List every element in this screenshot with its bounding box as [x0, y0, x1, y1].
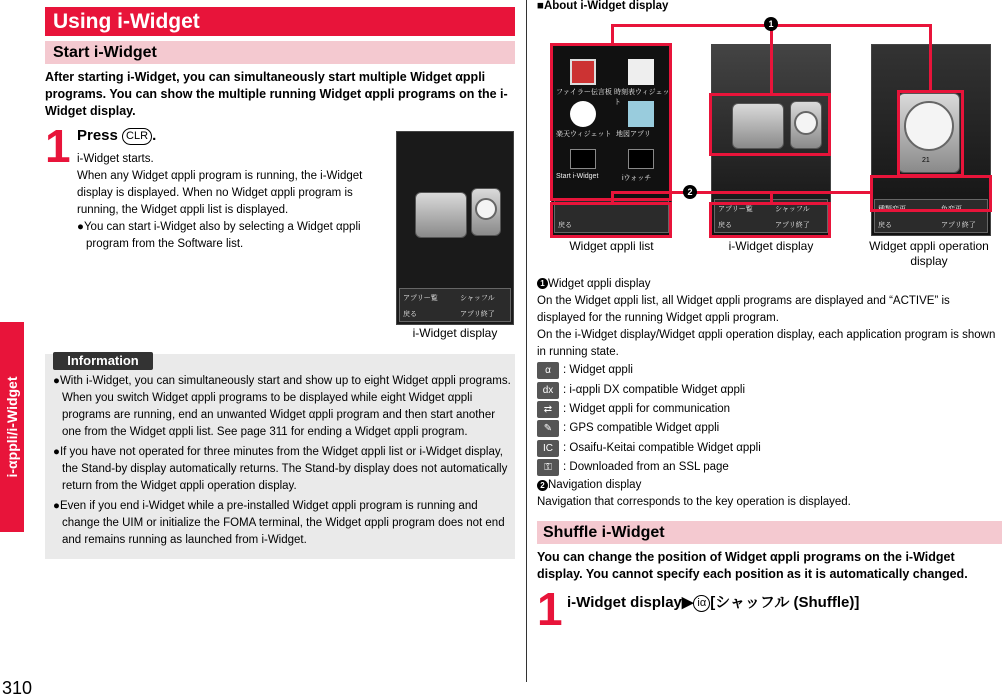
desc-item-title [537, 477, 1000, 494]
app-label: 地図アプリ [616, 131, 651, 138]
osaifu-icon: IC [537, 440, 559, 457]
connector-line [929, 24, 932, 91]
shuffle-step-title [567, 591, 859, 612]
icon-legend-row [537, 361, 1000, 380]
nav-label: 色変更 [941, 206, 962, 213]
information-item: ●If you have not operated for three minutes from the Widget αppli list or i-Widget display, the Stand-by display automatically returns. The Stand-by display does not automatically return from the Widget αppli operation display. [53, 446, 508, 492]
app-label: Start i-Widget [556, 173, 599, 180]
information-body [53, 373, 511, 552]
information-item: ●With i-Widget, you can simultaneously start and show up to eight Widget αppli programs. When you switch Widget αppli programs to be displayed while eight Widget αppli programs are running, end an unwanted Widget αppli program and then start another one from the Widget αppli list. See page 311 for ending a Widget αppli program. [53, 375, 511, 438]
nav-label: シャッフル [775, 206, 810, 213]
icon-legend-text: : Osaifu-Keitai compatible Widget αppli [563, 441, 761, 454]
intro-paragraph: After starting i-Widget, you can simultaneously start multiple Widget αppli programs. You can show the multiple running Widget αppli programs on the i-Widget display. [45, 70, 508, 118]
phone-caption [858, 239, 1000, 269]
app-label: 時刻表ウィジェット [614, 89, 670, 106]
communication-icon: ⇄ [537, 401, 559, 418]
nav-label: アプリー覧 [718, 206, 753, 213]
clock-icon [475, 198, 497, 220]
display-description [537, 276, 1000, 511]
subsection-title: Start i-Widget [45, 41, 515, 64]
desc-title: Navigation display [548, 479, 642, 492]
icon-legend-row [537, 439, 1000, 458]
information-label: Information [53, 352, 153, 370]
caption-line: display [910, 254, 948, 268]
nav-label: アプリー覧 [403, 295, 438, 302]
nav-label: 戻る [878, 222, 892, 229]
desc-paragraph: On the Widget αppli list, all Widget αppli programs are displayed and “ACTIVE” is displayed for the running Widget αppli program. [537, 295, 950, 324]
step-title-suffix: . [152, 127, 157, 144]
step-line: i-Widget starts. [77, 153, 154, 165]
nav-label: 戻る [403, 311, 417, 318]
step-title-prefix: i-Widget display▶ [567, 594, 694, 611]
highlight-frame-navigation [550, 202, 672, 238]
section-title: Using i-Widget [45, 7, 515, 36]
icon-legend-text: : Downloaded from an SSL page [563, 461, 729, 474]
clr-key-icon: CLR [122, 128, 152, 145]
nav-label: 種類変更 [878, 206, 906, 213]
nav-label: 戻る [558, 222, 572, 229]
navigation-strip [399, 288, 511, 322]
desc-paragraph: Navigation that corresponds to the key operation is displayed. [537, 496, 851, 509]
highlight-frame-widget-area [709, 93, 831, 156]
icon-legend-row [537, 458, 1000, 477]
connector-line [611, 24, 614, 44]
highlight-frame-navigation [870, 175, 992, 212]
highlight-frame-navigation [709, 202, 831, 238]
app-label: iウォッチ [622, 175, 652, 182]
step-title-suffix: [シャッフル (Shuffle)] [710, 594, 860, 611]
gps-icon: ✎ [537, 420, 559, 437]
i-appli-key-icon: iα [693, 595, 710, 612]
step-bullet: ●You can start i-Widget also by selecting a Widget αppli program from the Software list. [77, 221, 361, 250]
callout-badge-1: 1 [764, 17, 778, 31]
connector-line [611, 191, 614, 203]
information-box [45, 354, 515, 559]
icon-legend-text: : i-αppli DX compatible Widget αppli [563, 383, 746, 396]
phone-screen-i-widget [396, 131, 514, 325]
clock-date-label: 21 [922, 157, 930, 164]
connector-line [611, 191, 871, 194]
step-line: When any Widget αppli program is running, the i-Widget display is displayed. When no Widget αppli program is running, the Widget αppli list is displayed. [77, 170, 363, 216]
nav-label: シャッフル [460, 295, 495, 302]
callout-badge-2: 2 [683, 185, 697, 199]
nav-label: アプリ終了 [941, 222, 976, 229]
step-number: 1 [537, 583, 563, 635]
page-number: 310 [2, 678, 33, 698]
connector-line [770, 24, 773, 94]
connector-line [770, 191, 773, 203]
caption-line: Widget αppli operation [869, 239, 989, 253]
desc-item-title [537, 276, 1000, 293]
phone-caption: i-Widget display [412, 326, 498, 340]
ssl-icon: ⚿ [537, 459, 559, 476]
app-label: ファイラー伝言板 [556, 89, 612, 96]
step-body [77, 151, 377, 253]
column-divider [526, 0, 527, 682]
icon-legend-row [537, 419, 1000, 438]
app-label: 楽天ウィジェット [556, 131, 612, 138]
highlight-frame-widget-area [550, 43, 672, 201]
shuffle-intro: You can change the position of Widget αppli programs on the i-Widget display. You cannot specify each position as it is automatically changed. [537, 550, 968, 581]
icon-legend-row [537, 400, 1000, 419]
information-item: ●Even if you end i-Widget while a pre-installed Widget αppli program is running and change the UIM or initialize the FOMA terminal, the Widget αppli program does not end and remains running as launched from i-Widget. [53, 500, 505, 546]
icon-legend-text: : GPS compatible Widget αppli [563, 422, 720, 435]
chapter-side-tab-label: i-αppli/i-Widget [4, 376, 20, 478]
nav-label: アプリ終了 [775, 222, 810, 229]
widget-appli-icon: α [537, 362, 559, 379]
step-title [77, 127, 156, 145]
start-widget-tile [415, 192, 467, 238]
phone-caption: i-Widget display [728, 239, 814, 253]
nav-label: アプリ終了 [460, 311, 495, 318]
icon-legend-row [537, 380, 1000, 399]
phone-caption: Widget αppli list [569, 239, 654, 253]
step-title-prefix: Press [77, 127, 123, 144]
icon-legend-text: : Widget αppli for communication [563, 402, 731, 415]
left-column [45, 7, 515, 118]
step-number: 1 [45, 120, 71, 172]
number-badge-2: 2 [537, 480, 548, 491]
nav-label: 戻る [718, 222, 732, 229]
shuffle-section-title: Shuffle i-Widget [537, 521, 1002, 544]
about-title: ■About i-Widget display [537, 0, 669, 12]
desc-title: Widget αppli display [548, 278, 651, 290]
dx-compatible-icon: dx [537, 382, 559, 399]
icon-legend-text: : Widget αppli [563, 364, 633, 377]
highlight-frame-widget-area [897, 90, 964, 177]
number-badge-1: 1 [537, 278, 548, 289]
desc-paragraph: On the i-Widget display/Widget αppli operation display, each application program is shown in running state. [537, 329, 996, 358]
